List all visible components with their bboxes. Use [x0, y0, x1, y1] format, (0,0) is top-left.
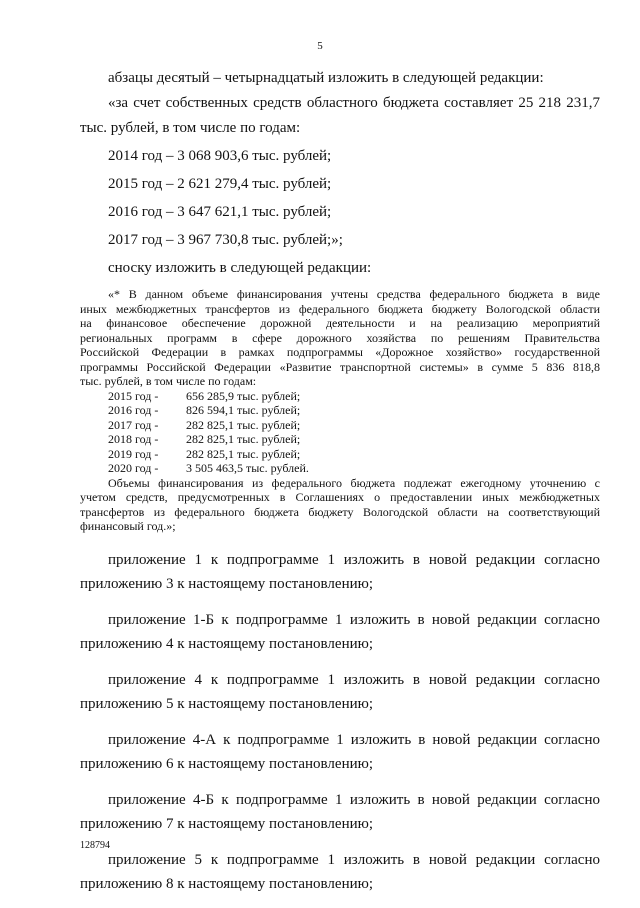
document-number: 128794: [80, 840, 110, 851]
footnote-line: «* В данном объеме финансирования учтены средства федерального бюджета в виде: [108, 287, 600, 301]
appendix-list: [80, 548, 600, 896]
footnote-closing-line: финансовый год.»;: [80, 519, 176, 533]
footnote-year: 2017 год -: [108, 417, 159, 432]
footnote-year-row: [108, 432, 600, 447]
footnote-line: региональных программ в сфере дорожного хозяйства по решениям Правительства: [80, 330, 600, 345]
footnote-year: 2018 год -: [108, 432, 159, 446]
budget-year-2014: 2014 год – 3 068 903,6 тыс. рублей;: [108, 148, 332, 164]
budget-year-2015: 2015 год – 2 621 279,4 тыс. рублей;: [108, 176, 332, 192]
footnote-line: на финансовое обеспечение дорожной деятельности и на реализацию мероприятий: [80, 316, 600, 330]
footnote-sum: 282 825,1 тыс. рублей;: [186, 446, 301, 461]
budget-year-2016: 2016 год – 3 647 621,1 тыс. рублей;: [108, 204, 332, 220]
footnote-closing-line: учетом средств, предусмотренных в Соглашениях о предоставлении иных межбюджетных: [80, 490, 600, 504]
footnote-line: тыс. рублей, в том числе по годам:: [80, 374, 257, 388]
appendix-line-second: приложению 6 к настоящему постановлению;: [80, 755, 373, 772]
appendix-line-second: приложению 7 к настоящему постановлению;: [80, 815, 373, 832]
footnote-year-row: [108, 418, 600, 433]
appendix-line-first: приложение 5 к подпрограмме 1 изложить в новой редакции согласно: [108, 851, 600, 868]
intro-line-2a: «за счет собственных средств областного бюджета составляет 25 218 231,7: [108, 95, 600, 111]
footnote-sum: 282 825,1 тыс. рублей;: [186, 417, 301, 432]
footnote-year-row: [108, 461, 600, 476]
footnote-sum: 826 594,1 тыс. рублей;: [186, 403, 301, 417]
footnote-sum: 3 505 463,5 тыс. рублей.: [186, 461, 309, 475]
intro-line-1: абзацы десятый – четырнадцатый изложить в следующей редакции:: [108, 70, 544, 86]
appendix-line-second: приложению 3 к настоящему постановлению;: [80, 575, 373, 592]
appendix-line-second: приложению 4 к настоящему постановлению;: [80, 635, 373, 652]
appendix-line-first: приложение 1-Б к подпрограмме 1 изложить в новой редакции согласно: [108, 611, 600, 628]
footnote-year-row: [108, 447, 600, 462]
footnote-closing-line: трансфертов из федерального бюджета бюджету Вологодской области на соответствующий: [80, 504, 600, 519]
footnote-line: иных межбюджетных трансфертов из федерального бюджета бюджету Вологодской области: [80, 301, 600, 316]
appendix-line-second: приложению 5 к настоящему постановлению;: [80, 695, 373, 712]
footnote-closing-line: Объемы финансирования из федерального бюджета подлежат ежегодному уточнению с: [108, 475, 600, 490]
appendix-line-first: приложение 4 к подпрограмме 1 изложить в новой редакции согласно: [108, 671, 600, 688]
footnote-year-row: [108, 403, 600, 418]
appendix-line-first: приложение 1 к подпрограмме 1 изложить в новой редакции согласно: [108, 551, 600, 568]
footnote-sum: 656 285,9 тыс. рублей;: [186, 388, 301, 403]
footnote-year-row: [108, 389, 600, 404]
footnote-block: [80, 287, 600, 534]
footnote-intro: сноску изложить в следующей редакции:: [108, 260, 372, 276]
page-number: 5: [317, 40, 323, 52]
footnote-year: 2016 год -: [108, 403, 159, 417]
document-body: [80, 66, 600, 908]
footnote-year: 2015 год -: [108, 388, 159, 403]
appendix-line-first: приложение 4-А к подпрограмме 1 изложить в новой редакции согласно: [108, 731, 600, 748]
footnote-line: программы Российской Федерации «Развитие транспортной системы» в сумме 5 836 818,8: [80, 359, 600, 374]
footnote-line: Российской Федерации в рамках подпрограммы «Дорожное хозяйство» государственной: [80, 345, 600, 359]
footnote-year: 2019 год -: [108, 446, 159, 461]
appendix-line-first: приложение 4-Б к подпрограмме 1 изложить в новой редакции согласно: [108, 791, 600, 808]
intro-line-2b: тыс. рублей, в том числе по годам:: [80, 120, 301, 136]
footnote-sum: 282 825,1 тыс. рублей;: [186, 432, 301, 446]
budget-year-2017: 2017 год – 3 967 730,8 тыс. рублей;»;: [108, 232, 343, 248]
appendix-line-second: приложению 8 к настоящему постановлению;: [80, 875, 373, 892]
footnote-year: 2020 год -: [108, 461, 159, 475]
